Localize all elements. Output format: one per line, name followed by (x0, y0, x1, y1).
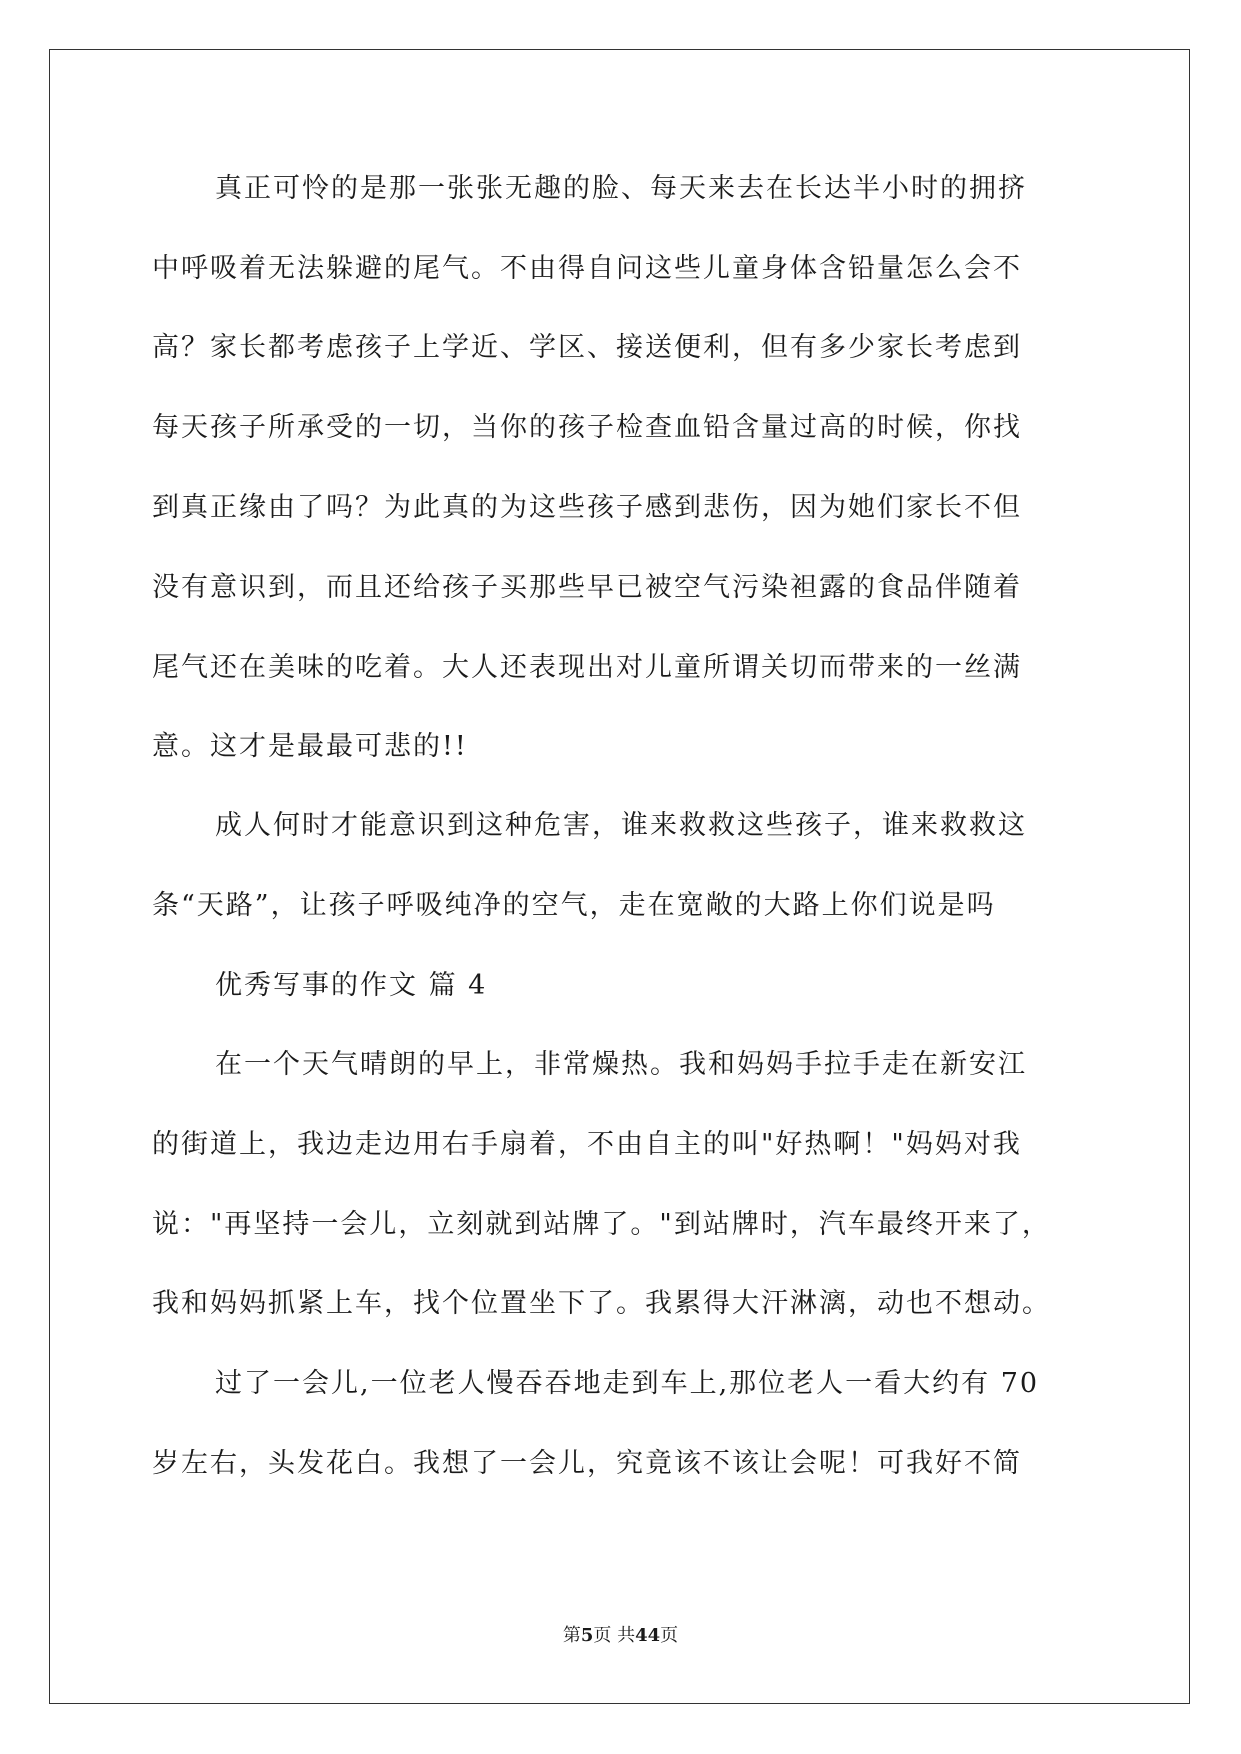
paragraph-line: 每天孩子所承受的一切，当你的孩子检查血铅含量过高的时候，你找 (152, 412, 1022, 443)
paragraph-line: 尾气还在美味的吃着。大人还表现出对儿童所谓关切而带来的一丝满 (152, 652, 1022, 683)
paragraph-line: 到真正缘由了吗？为此真的为这些孩子感到悲伤，因为她们家长不但 (152, 492, 1022, 523)
total-pages-number: 44 (635, 1625, 661, 1646)
paragraph-line: 在一个天气晴朗的早上，非常燥热。我和妈妈手拉手走在新安江 (215, 1049, 1027, 1080)
footer-middle: 页 共 (593, 1625, 636, 1646)
paragraph-line: 过了一会儿,一位老人慢吞吞地走到车上,那位老人一看大约有 70 (215, 1368, 1040, 1399)
paragraph-line: 条“天路”，让孩子呼吸纯净的空气，走在宽敞的大路上你们说是吗 (152, 890, 996, 921)
current-page-number: 5 (580, 1625, 594, 1646)
paragraph-line: 说："再坚持一会儿，立刻就到站牌了。"到站牌时，汽车最终开来了， (152, 1209, 1051, 1240)
paragraph-line: 中呼吸着无法躲避的尾气。不由得自问这些儿童身体含铅量怎么会不 (152, 253, 1022, 284)
section-heading: 优秀写事的作文 篇 4 (215, 970, 488, 1001)
paragraph-line: 高？家长都考虑孩子上学近、学区、接送便利，但有多少家长考虑到 (152, 332, 1022, 363)
footer-prefix: 第 (562, 1625, 581, 1646)
paragraph-line: 岁左右，头发花白。我想了一会儿，究竟该不该让会呢！可我好不简 (152, 1448, 1022, 1479)
paragraph-line: 的街道上，我边走边用右手扇着，不由自主的叫"好热啊！"妈妈对我 (152, 1129, 1022, 1160)
paragraph-line: 成人何时才能意识到这种危害，谁来救救这些孩子，谁来救救这 (215, 810, 1027, 841)
paragraph-line: 我和妈妈抓紧上车，找个位置坐下了。我累得大汗淋漓，动也不想动。 (152, 1288, 1051, 1319)
paragraph-line: 意。这才是最最可悲的!! (152, 731, 468, 762)
paragraph-line: 没有意识到，而且还给孩子买那些早已被空气污染袒露的食品伴随着 (152, 572, 1022, 603)
footer-suffix: 页 (660, 1625, 679, 1646)
page-footer (0, 1624, 1241, 1648)
paragraph-line: 真正可怜的是那一张张无趣的脸、每天来去在长达半小时的拥挤 (215, 173, 1027, 204)
